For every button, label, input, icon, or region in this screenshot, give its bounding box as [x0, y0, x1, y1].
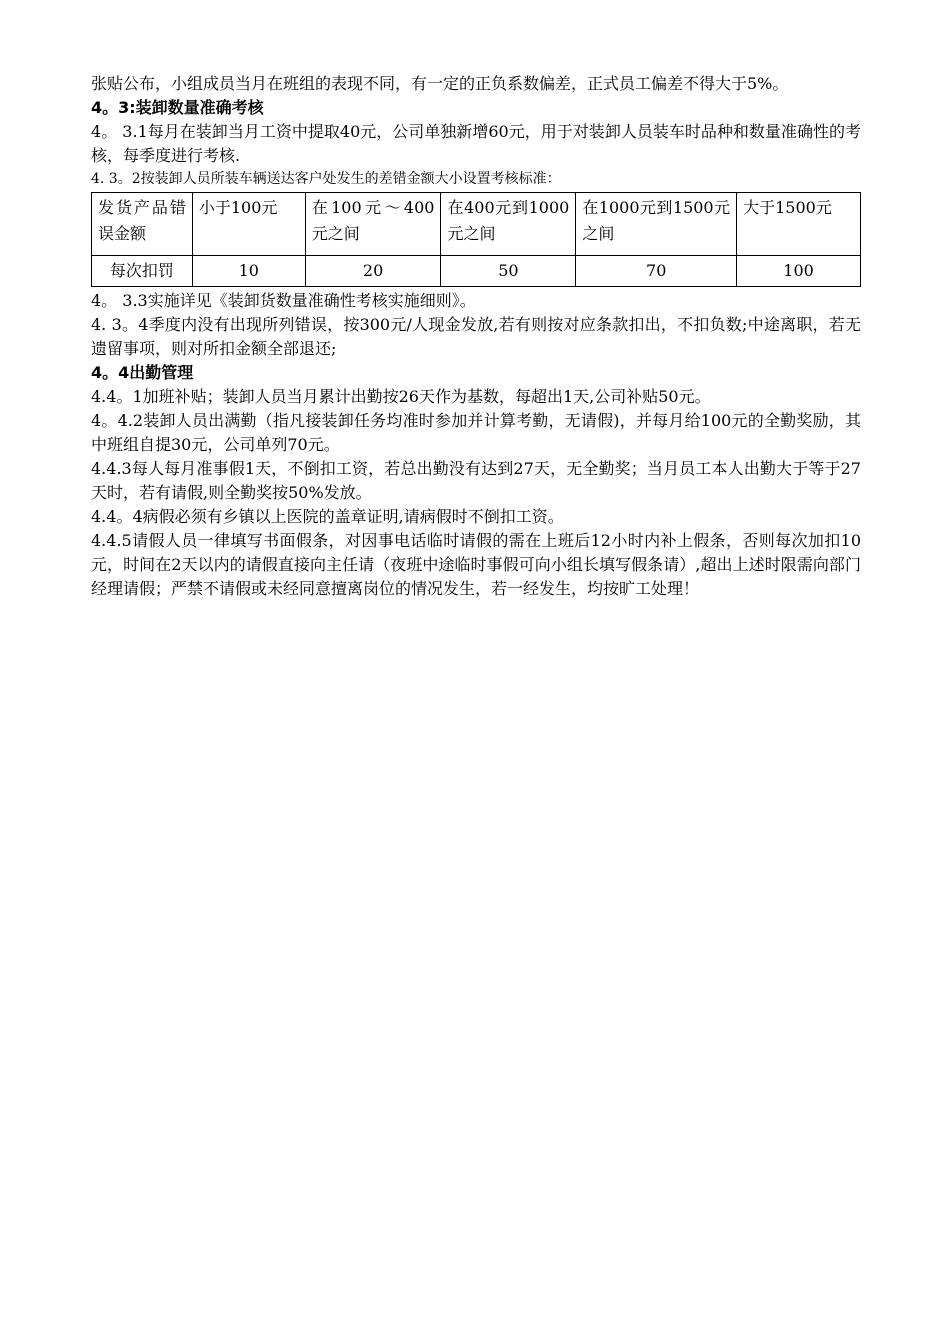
table-cell: 20 — [305, 256, 441, 287]
table-header-cell: 在400元到1000元之间 — [441, 193, 576, 256]
paragraph-4-4-5: 4.4.5请假人员一律填写书面假条，对因事电话临时请假的需在上班后12小时内补上假条，否则每次加扣10元，时间在2天以内的请假直接向主任请（夜班中途临时事假可向小组长填写假条请）,超出上述时限需向部门经理请假；严禁不请假或未经同意擅离岗位的情况发生，若一经发生，均按旷工处理！ — [91, 531, 861, 598]
penalty-table — [91, 192, 861, 287]
table-row — [92, 256, 861, 287]
section-heading-4-4: 4。4出勤管理 — [91, 363, 194, 382]
paragraph-4-4-3: 4.4.3每人每月准事假1天，不倒扣工资，若总出勤没有达到27天，无全勤奖；当月员工本人出勤大于等于27天时，若有请假,则全勤奖按50%发放。 — [91, 459, 861, 502]
paragraph-4-3-2: 4. 3。2按装卸人员所装车辆送达客户处发生的差错金额大小设置考核标准： — [91, 171, 561, 187]
paragraph-4-3-1: 4。 3.1每月在装卸当月工资中提取40元，公司单独新增60元，用于对装卸人员装车时品种和数量准确性的考核，每季度进行考核. — [91, 122, 861, 165]
table-header-cell: 小于100元 — [192, 193, 305, 256]
table-cell: 10 — [192, 256, 305, 287]
table-cell: 100 — [737, 256, 861, 287]
paragraph-4-4-2: 4。4.2装卸人员出满勤（指凡接装卸任务均准时参加并计算考勤，无请假)，并每月给100元的全勤奖励，其中班组自提30元，公司单列70元。 — [91, 411, 861, 454]
table-header-cell: 发货产品错误金额 — [92, 193, 193, 256]
table-cell: 70 — [576, 256, 737, 287]
paragraph-4-4-1: 4.4。1加班补贴；装卸人员当月累计出勤按26天作为基数，每超出1天,公司补贴50元。 — [91, 387, 711, 406]
paragraph-4-4-4: 4.4。4病假必须有乡镇以上医院的盖章证明,请病假时不倒扣工资。 — [91, 507, 564, 526]
paragraph-4-3-3: 4。 3.3实施详见《装卸货数量准确性考核实施细则》。 — [91, 291, 476, 310]
paragraph-intro: 张贴公布，小组成员当月在班组的表现不同，有一定的正负系数偏差，正式员工偏差不得大于5%。 — [91, 74, 789, 93]
table-cell: 50 — [441, 256, 576, 287]
table-row-label: 每次扣罚 — [92, 256, 193, 287]
paragraph-4-3-4: 4. 3。4季度内没有出现所列错误，按300元/人现金发放,若有则按对应条款扣出，不扣负数;中途离职，若无遗留事项，则对所扣金额全部退还; — [91, 315, 861, 358]
table-header-cell: 在100元～400元之间 — [305, 193, 441, 256]
table-header-row — [92, 193, 861, 256]
table-header-cell: 大于1500元 — [737, 193, 861, 256]
section-heading-4-3: 4。3:装卸数量准确考核 — [91, 98, 264, 117]
document-page — [91, 72, 861, 601]
table-header-cell: 在1000元到1500元之间 — [576, 193, 737, 256]
